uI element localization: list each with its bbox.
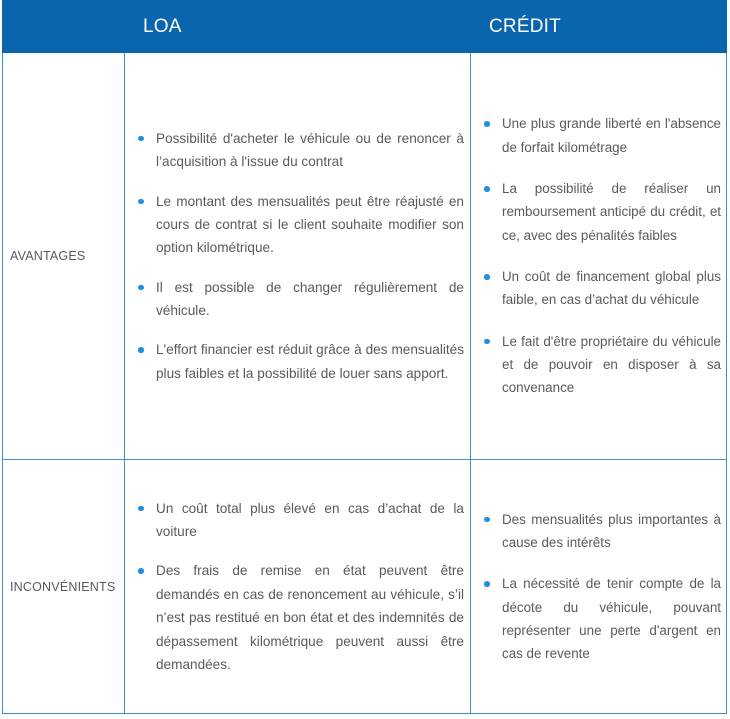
list-item-text: Le fait d'être propriétaire du véhicule et de pouvoir en disposer à sa convenance: [502, 333, 721, 396]
bullet-list-advantages-credit: [480, 53, 721, 459]
bullet-icon: [138, 347, 144, 353]
bullet-icon: [138, 506, 144, 512]
cell-advantages-credit: [472, 53, 727, 459]
row-label-drawbacks: [2, 460, 124, 713]
list-item: [134, 338, 464, 385]
list-item-text: La nécessité de tenir compte de la décote du véhicule, pouvant représenter une perte d'argent en cas de revente: [502, 576, 721, 662]
table-header-row: [2, 0, 727, 53]
header-label-loa: LOA: [143, 15, 182, 37]
row-label-drawbacks-text: INCONVÉNIENTS: [10, 579, 116, 594]
list-item: [480, 330, 721, 400]
list-item: [134, 276, 464, 323]
list-item-text: Des frais de remise en état peuvent être demandés en cas de renoncement au véhicule, s’il n’est pas restitué en bon état et des indemnités de dépassement kilométrique peuvent aussi être demandées.: [156, 563, 464, 672]
bullet-list-advantages-loa: [134, 53, 464, 459]
list-item-text: L'effort financier est réduit grâce à des mensualités plus faibles et la possibilité de louer sans apport.: [156, 342, 464, 381]
cell-drawbacks-loa: [126, 460, 472, 713]
header-cell-corner: [2, 0, 126, 53]
bullet-icon: [138, 285, 144, 291]
list-item: [480, 112, 721, 159]
list-item: [134, 559, 464, 676]
bullet-icon: [138, 199, 144, 205]
row-label-advantages: [2, 53, 124, 459]
list-item: [480, 572, 721, 665]
header-label-credit: CRÉDIT: [489, 15, 561, 37]
list-item-text: Un coût de financement global plus faible, en cas d’achat du véhicule: [502, 269, 721, 308]
list-item: [134, 190, 464, 260]
bullet-icon: [138, 136, 144, 142]
cell-drawbacks-credit: [472, 460, 727, 713]
list-item-text: Il est possible de changer régulièrement de véhicule.: [156, 279, 464, 319]
list-item: [134, 497, 464, 544]
header-cell-loa: [126, 0, 472, 53]
list-item: [480, 177, 721, 247]
list-item-text: Un coût total plus élevé en cas d’achat de la voiture: [156, 500, 464, 540]
list-item-text: La possibilité de réaliser un remboursement anticipé du crédit, et ce, avec des pénalités faibles: [502, 181, 721, 243]
bullet-icon: [484, 517, 490, 523]
bullet-icon: [484, 339, 490, 345]
bullet-icon: [484, 186, 490, 192]
bullet-icon: [484, 274, 490, 280]
header-cell-credit: [472, 0, 727, 53]
list-item: [480, 265, 721, 312]
list-item: [134, 127, 464, 174]
list-item-text: Le montant des mensualités peut être réajusté en cours de contrat si le client souhaite modifier son option kilométrique.: [156, 193, 464, 256]
bullet-icon: [138, 568, 144, 574]
cell-advantages-loa: [126, 53, 472, 459]
bullet-list-drawbacks-credit: [480, 460, 721, 713]
table-row-advantages: [2, 53, 727, 459]
bullet-list-drawbacks-loa: [134, 460, 464, 713]
list-item-text: Des mensualités plus importantes à cause des intérêts: [502, 511, 721, 550]
bullet-icon: [484, 121, 490, 127]
list-item: [480, 508, 721, 555]
bullet-icon: [484, 581, 490, 587]
list-item-text: Une plus grande liberté en l'absence de forfait kilométrage: [502, 116, 721, 155]
list-item-text: Possibilité d'acheter le véhicule ou de renoncer à l’acquisition à l'issue du contrat: [156, 130, 464, 170]
row-label-advantages-text: AVANTAGES: [10, 249, 86, 263]
table-row-drawbacks: [2, 460, 727, 713]
